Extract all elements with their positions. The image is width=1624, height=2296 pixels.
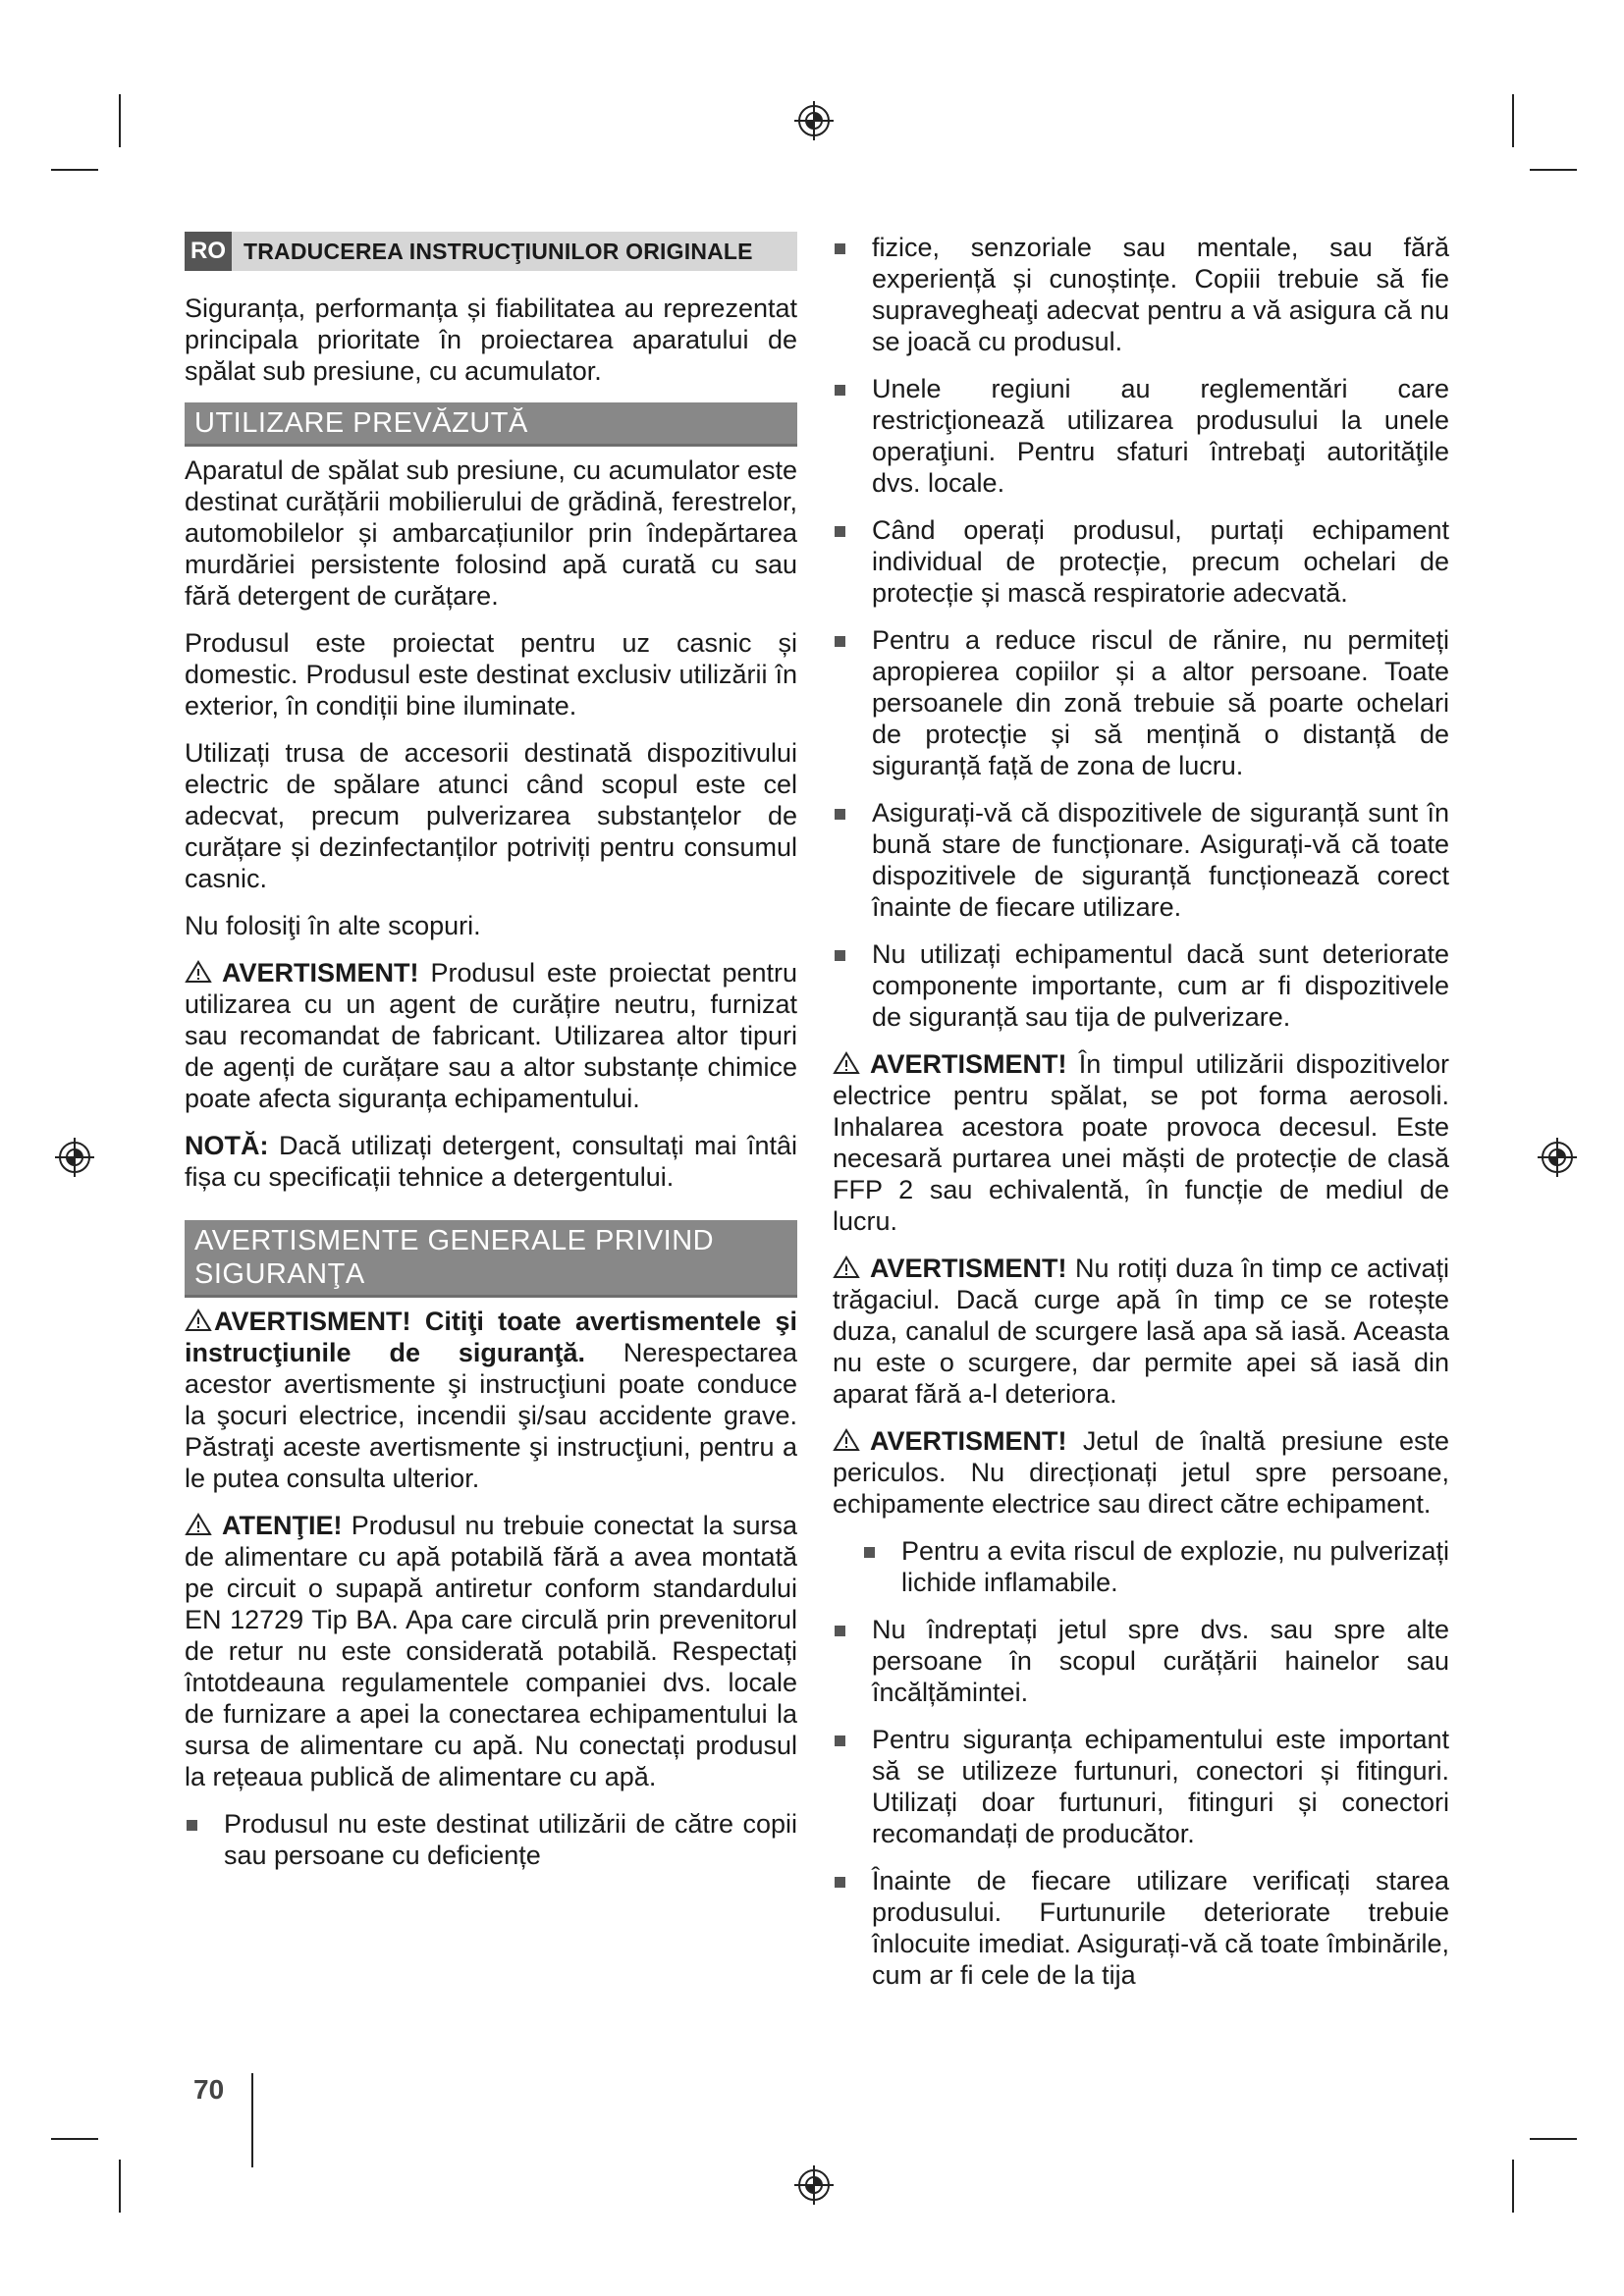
right-column — [833, 232, 1449, 2006]
warning-text: În timpul utilizării dispozitivelor electrice pentru spălat, se pot forma aerosoli. Inhalarea acestora poate provoca decesul. Este necesară purtarea unei măști de protecție de clasă FFP 2 sau echivalentă, în funcție de mediul de lucru. — [833, 1049, 1449, 1236]
warning-text: Jetul de înaltă presiune este periculos. Nu direcționați jetul spre persoane, echipamente electrice sau direct către echipament. — [833, 1426, 1449, 1519]
language-code: RO — [185, 232, 232, 271]
caution-label: ATENŢIE! — [222, 1511, 343, 1540]
crop-mark — [119, 2160, 121, 2213]
warning-text: Nerespectarea acestor avertismente şi instrucţiuni poate conduce la şocuri electrice, incendii şi/sau accidente grave. Păstraţi aceste avertismente şi instrucţiuni, pentru a le putea consulta ulterior. — [185, 1338, 797, 1493]
warning-triangle-icon — [833, 1051, 860, 1075]
language-header — [185, 232, 797, 271]
warning-triangle-icon — [833, 1255, 860, 1279]
caution-text: Produsul nu trebuie conectat la sursa de alimentare cu apă potabilă fără a avea montată pe circuit o supapă antiretur conform standardului EN 12729 Tip BA. Apa care circulă prin prevenitorul de retur nu este considerată potabilă. Respectați întotdeauna regulamentele companiei dvs. locale de furnizare a apei la conectarea echipamentului la sursa de alimentare cu apă. Nu conectați produsul la rețeaua publică de alimentare cu apă. — [185, 1511, 797, 1791]
crop-mark — [51, 2138, 98, 2140]
warning-paragraph — [185, 1306, 797, 1494]
warning-triangle-icon — [185, 960, 212, 984]
crop-mark — [1530, 169, 1577, 171]
warning-paragraph — [833, 1253, 1449, 1410]
paragraph: Produsul este proiectat pentru uz casnic și domestic. Produsul este destinat exclusiv utilizării în exterior, în condiții bine iluminate. — [185, 628, 797, 721]
list-item: Nu îndreptați jetul spre dvs. sau spre alte persoane în scopul curățării hainelor sau încălțămintei. — [833, 1614, 1449, 1708]
warning-label: AVERTISMENT! — [870, 1049, 1067, 1079]
list-item: Unele regiuni au reglementări care restricţionează utilizarea produsului la unele operaţiuni. Pentru sfaturi întrebaţi autorităţile dvs. locale. — [833, 373, 1449, 499]
section-heading-intended-use: UTILIZARE PREVĂZUTĂ — [185, 402, 797, 447]
section-heading-general-safety: AVERTISMENTE GENERALE PRIVIND SIGURANŢA — [185, 1220, 797, 1298]
list-item: Asigurați-vă că dispozitivele de siguranță sunt în bună stare de funcționare. Asigurați-vă că toate dispozitivele de siguranță funcționează corect înainte de fiecare utilizare. — [833, 797, 1449, 923]
note-paragraph — [185, 1130, 797, 1193]
crop-mark — [1512, 2160, 1514, 2213]
paragraph: Utilizați trusa de accesorii destinată dispozitivului electric de spălare atunci când scopul este cel adecvat, precum pulverizarea substanțelor de curățare și dezinfectanților potriviți pentru consumul casnic. — [185, 738, 797, 893]
list-item: Produsul nu este destinat utilizării de către copii sau persoane cu deficiențe — [185, 1808, 797, 1871]
note-text: Dacă utilizați detergent, consultați mai întâi fișa cu specificații tehnice a detergentului. — [185, 1131, 797, 1192]
list-item-continued — [833, 232, 1449, 357]
warning-paragraph — [833, 1048, 1449, 1237]
registration-mark-icon — [792, 99, 836, 142]
warning-triangle-icon — [185, 1308, 212, 1332]
registration-mark-icon — [792, 2163, 836, 2207]
warning-paragraph — [833, 1425, 1449, 1520]
bullet-list — [833, 232, 1449, 1033]
paragraph: Aparatul de spălat sub presiune, cu acumulator este destinat curățării mobilierului de grădină, ferestrelor, automobilelor și ambarcațiunilor prin îndepărtarea murdăriei persistente folosind apă curată cu sau fără detergent de curățare. — [185, 455, 797, 611]
crop-mark — [51, 169, 98, 171]
continued-text: fizice, senzoriale sau mentale, sau fără experiență și cunoștințe. Copiii trebuie să fie supravegheaţi adecvat pentru a vă asigura că nu se joacă cu produsul. — [872, 233, 1449, 356]
list-item: Pentru a evita riscul de explozie, nu pulverizați lichide inflamabile. — [862, 1535, 1449, 1598]
intro-paragraph: Siguranța, performanța și fiabilitatea au reprezentat principala prioritate în proiectarea aparatului de spălat sub presiune, cu acumulator. — [185, 294, 797, 386]
registration-mark-icon — [53, 1136, 96, 1179]
warning-triangle-icon — [833, 1428, 860, 1452]
warning-label: AVERTISMENT! — [870, 1254, 1067, 1283]
bullet-list-indented — [833, 1535, 1449, 1598]
warning-triangle-icon — [185, 1513, 212, 1536]
warning-paragraph — [185, 957, 797, 1114]
warning-label: AVERTISMENT! — [222, 958, 419, 988]
list-item: Nu utilizați echipamentul dacă sunt deteriorate componente importante, cum ar fi dispozitivele de siguranță sau tija de pulverizare. — [833, 938, 1449, 1033]
crop-mark — [119, 94, 121, 147]
note-label: NOTĂ: — [185, 1131, 269, 1160]
warning-label: AVERTISMENT! — [870, 1426, 1067, 1456]
paragraph: Nu folosiţi în alte scopuri. — [185, 911, 481, 940]
warning-text: Nu rotiți duza în timp ce activați trăgaciul. Dacă curge apă în timp ce se rotește duza, canalul de scurgere lasă apa să iasă. Aceasta nu este o scurgere, dar permite apei să iasă din aparat fără a-l deteriora. — [833, 1254, 1449, 1409]
warning-text: Produsul este proiectat pentru utilizarea cu un agent de curățire neutru, furnizat sau recomandat de fabricant. Utilizarea altor tipuri de agenți de curățare sau a altor substanțe chimice poate afecta siguranța echipamentului. — [185, 958, 797, 1113]
warning-label: AVERTISMENT! Citiţi toate avertismentele şi instrucţiunile de siguranţă. — [185, 1307, 797, 1367]
page-number-divider — [251, 2073, 253, 2167]
caution-paragraph — [185, 1510, 797, 1792]
document-title: TRADUCEREA INSTRUCŢIUNILOR ORIGINALE — [244, 239, 753, 264]
list-item: Când operați produsul, purtați echipament individual de protecție, precum ochelari de protecție și mască respiratorie adecvată. — [833, 514, 1449, 609]
left-column — [185, 232, 797, 1887]
crop-mark — [1530, 2138, 1577, 2140]
crop-mark — [1512, 94, 1514, 147]
page-number: 70 — [193, 2074, 225, 2105]
list-item: Pentru a reduce riscul de rănire, nu permiteți apropierea copiilor și a altor persoane. Toate persoanele din zonă trebuie să poarte ochelari de protecție și să mențină o distanță de siguranță față de zona de lucru. — [833, 624, 1449, 781]
list-item: Înainte de fiecare utilizare verificați starea produsului. Furtunurile deteriorate trebuie înlocuite imediat. Asigurați-vă că toate îmbinările, cum ar fi cele de la tija — [833, 1865, 1449, 1991]
list-item: Pentru siguranța echipamentului este important să se utilizeze furtunuri, conectori și fitinguri. Utilizați doar furtunuri, fitinguri și conectori recomandați de producător. — [833, 1724, 1449, 1849]
bullet-list — [833, 1614, 1449, 1991]
registration-mark-icon — [1536, 1136, 1579, 1179]
bullet-list — [185, 1808, 797, 1871]
